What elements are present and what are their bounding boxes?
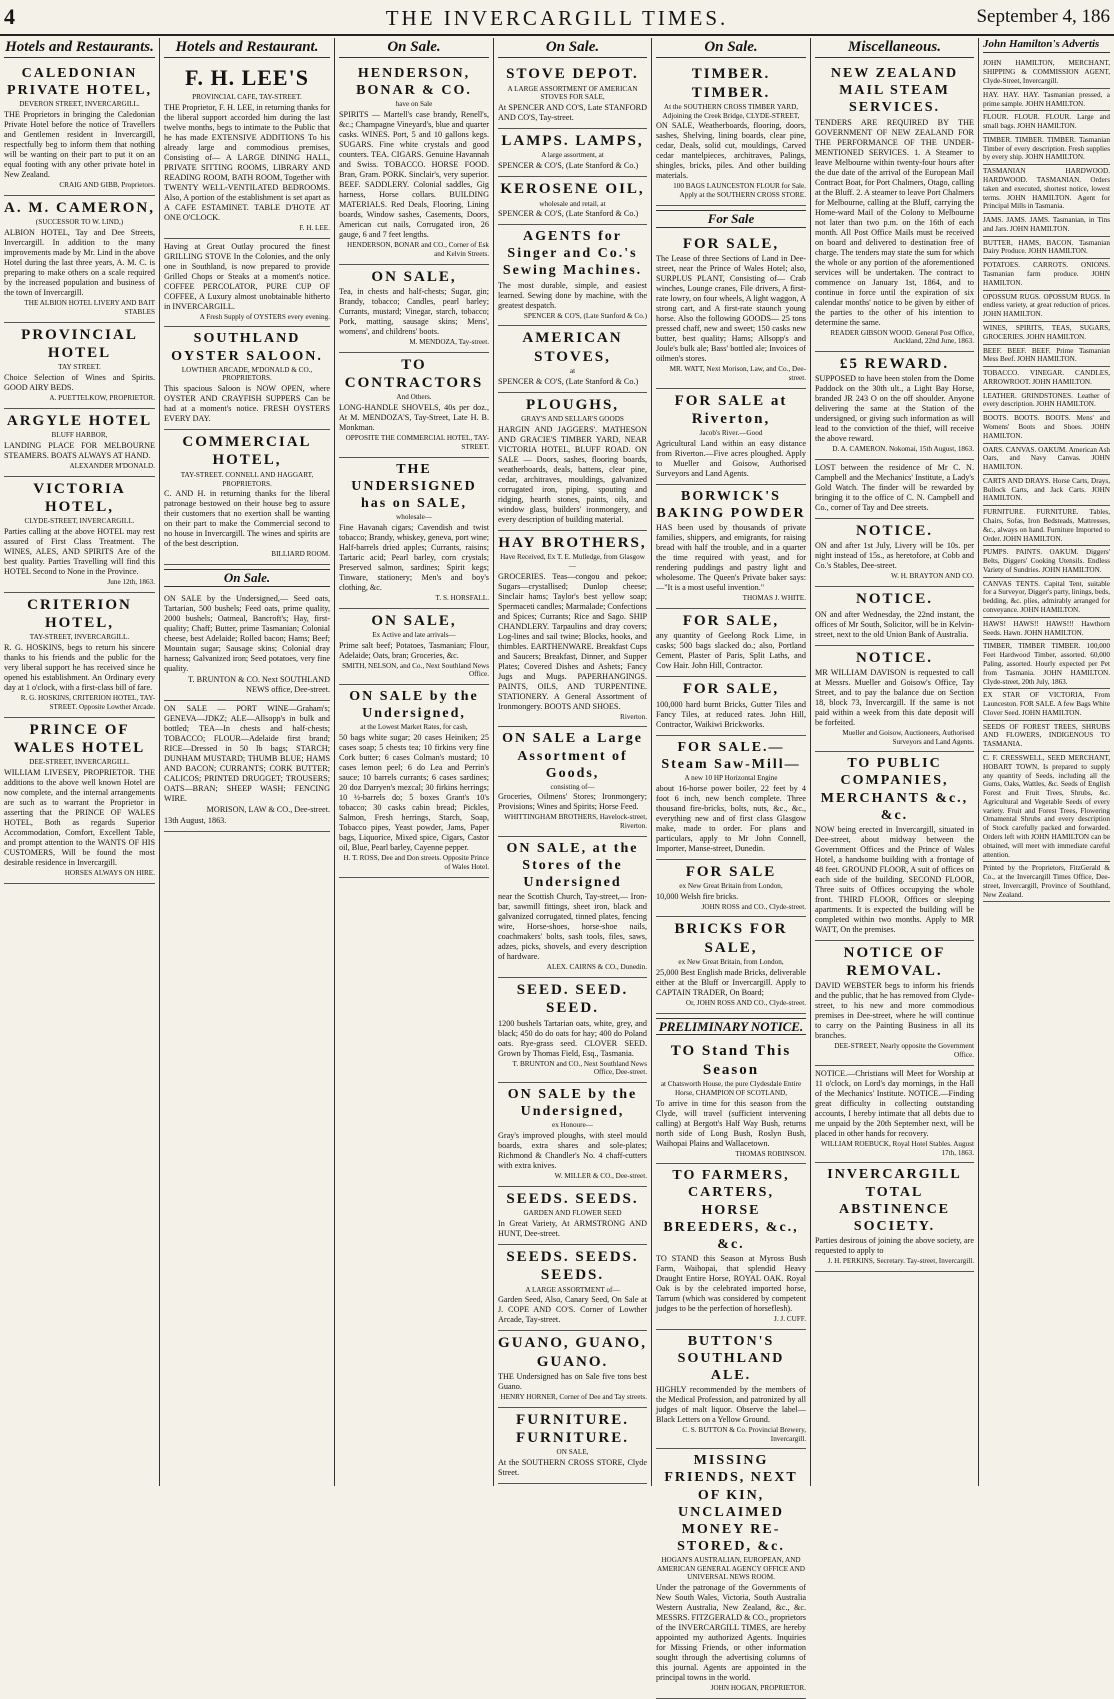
ad-signature: J. J. CUFF. [774, 1314, 806, 1323]
ad-signature: Or, JOHN ROSS AND CO., Clyde-street. [685, 998, 806, 1007]
ad-body: TO STAND this Season at Myross Bush Farm, Waihopai, that splendid Heavy Draught Entire Horse, ROYAL OAK. Royal Oak is by the celebrated imported horse, Tarrum (which was considered by competent judges to be the perfection of horseflesh). [656, 1253, 806, 1313]
advertisement [498, 393, 647, 531]
ad-signature: Riverton. [620, 712, 647, 721]
ad-subtitle: A LARGE ASSORTMENT of— [525, 1285, 620, 1294]
advertisement [815, 587, 974, 645]
ad-title: AMERICAN STOVES, [522, 330, 623, 365]
hamilton-advertisement: JOHN HAMILTON, MERCHANT, SHIPPING & COMMISSION AGENT, Clyde-Street, Invercargill. [983, 57, 1110, 88]
ad-title: THE UNDERSIGNED has on SALE, [351, 461, 477, 511]
ad-title: NOTICE. [856, 523, 933, 540]
ad-title: TO CONTRACTORS [344, 356, 484, 392]
hamilton-advertisement: CANVAS TENTS. Capital Tent, suitable for a Surveyor, Digger's party, linings, beds, bedding, &c. plies, admirably arranged for conveyance. JOHN HAMILTON. [983, 578, 1110, 618]
ad-title: HENDERSON, BONAR & CO. [356, 66, 472, 99]
hamilton-advertisement: EX STAR OF VICTORIA, From Launceston. FOR SALE. A few Bags White Clover Seed. JOHN HAMILTON. [983, 689, 1110, 720]
ad-body: Parties calling at the above HOTEL may rest assured of First Class Treatment. The WINES, ALES, AND SPIRITS Are of the best quality. Parties Travelling will find this HOTEL Second to None in the Province. [4, 527, 155, 577]
hamilton-advertisement: OARS. CANVAS. OAKUM. American Ash Oars, and Navy Canvas. JOHN HAMILTON. [983, 444, 1110, 475]
hamilton-advertisement: FLOUR. FLOUR. FLOUR. Large and small bags. JOHN HAMILTON. [983, 111, 1110, 134]
ad-signature: F. H. LEE. [299, 223, 330, 232]
advertisement [815, 352, 974, 460]
ad-body: NOTICE.—Christians will Meet for Worship at 11 o'clock, on Lord's day mornings, in the Hall of the Mechanics' Institute. NOTICE.—Finding great difficulty in collecting outstanding accounts, I hereby intimate that all debts due to me unpaid by the 20th September next, will be placed in other hands for recovery. [815, 1068, 974, 1138]
ad-subtitle: PROVINCIAL CAFE, TAY-STREET. [192, 93, 302, 102]
ad-title: LAMPS. LAMPS, [501, 133, 644, 150]
ad-signature: C. S. BUTTON & Co. Provincial Brewery, Invercargill. [682, 1425, 806, 1443]
ad-body: ALBION HOTEL, Tay and Dee Streets, Invercargill. In addition to the many improvements made by Mr. Lind in the above Hotel during the last three years, A. M. C. is preparing to make others on a scale required by the increased population and business of the town of Invercargill. [4, 228, 155, 298]
ad-body: NOW being erected in Invercargill, situated in Dee-street, about midway between the Government Offices and the Prince of Wales Hotel, a handsome building with a frontage of 48 feet. GROUND FLOOR, A suit of offices on each side of the building. SECOND FLOOR, Three suits of Offices occupying the whole front. THIRD FLOOR, Offices or sleeping apartments. It is expected the building will be completed within two months. Apply to MR WATT, On the premises. [815, 824, 974, 934]
ad-body: At SPENCER AND CO'S, Late STANFORD AND CO'S, Tay-street. [498, 103, 647, 123]
ad-title: SEEDS. SEEDS. SEEDS. [506, 1248, 639, 1284]
ad-subtitle: consisting of— [550, 782, 595, 791]
ad-signature: R. G. HOSKINS, CRITERION HOTEL, TAY-STREET. Opposite Lowther Arcade. [20, 694, 155, 711]
ad-signature: ALEXANDER M'DONALD. [69, 461, 155, 470]
ad-title: MISSING FRIENDS, NEXT OF KIN, UNCLAIMED MONEY RE-STORED, &c. [664, 1453, 798, 1554]
advertisement [4, 409, 155, 477]
ad-title: ON SALE, [371, 612, 457, 629]
advertisement [498, 62, 647, 129]
ad-body: 10,000 Welsh fire bricks. [656, 891, 739, 901]
advertisement [656, 609, 806, 677]
ad-title: FURNITURE. FURNITURE. [516, 1411, 629, 1447]
advertisement [498, 1245, 647, 1331]
advertisement [498, 837, 647, 978]
ad-title: ARGYLE HOTEL [6, 412, 153, 429]
advertisement [339, 353, 489, 458]
ad-subtitle: ex New Great Britain, from London, [678, 958, 784, 967]
hamilton-advertisement: BOOTS. BOOTS. BOOTS. Mens' and Womens' Boots and Shoes. JOHN HAMILTON. [983, 412, 1110, 443]
ad-signature: ALEX. CAIRNS & CO., Dunedin. [546, 963, 647, 972]
ad-signature: THOMAS ROBINSON. [735, 1149, 806, 1158]
ad-body: Choice Selection of Wines and Spirits. GOOD AIRY BEDS. [4, 373, 155, 393]
ad-body: LANDING PLACE FOR MELBOURNE STEAMERS. BOATS ALWAYS AT HAND. [4, 440, 155, 460]
advertisement [656, 1164, 806, 1329]
hamilton-advertisement: TIMBER. TIMBER. TIMBER. Tasmanian Timber of every description. Fresh supplies by every ship. JOHN HAMILTON. [983, 134, 1110, 165]
ad-title: PRINCE OF WALES HOTEL [13, 721, 146, 757]
ad-body: Garden Seed, Also, Canary Seed, On Sale at J. COPE AND CO'S. Corner of Lowther Arcade, Tay-street. [498, 1295, 647, 1325]
ad-subtitle: CLYDE-STREET, INVERCARGILL. [24, 517, 135, 526]
ad-signature: D. A. CAMERON. Nokomai, 15th August, 1863. [832, 445, 974, 454]
ad-title: SEEDS. SEEDS. [506, 1190, 639, 1207]
ad-body: 100,000 hard burnt Bricks, Gutter Tiles and Fancy Tiles, at reduced rates. John Hill, Contractor, Waikiwi Brickworks. [656, 699, 806, 729]
ad-signature: M. MENDOZA, Tay-street. [409, 338, 489, 347]
ad-title: STOVE DEPOT. [506, 66, 639, 83]
ad-signature: June 12th, 1863. [107, 578, 155, 587]
ad-subtitle: Jacob's River.—Good [699, 429, 763, 438]
ad-body: ON SALE — PORT WINE—Graham's; GENEVA—JDKZ; ALE—Allsopp's in bulk and bottled; TEA—In chests and half-chests; TOBACCO; FLOUR—Adelaide first brand; RICE—Dressed in 50 lb bags; STARCH; DUNHAM MUSTARD; THUMB BLUE; HAMS AND BACON; CURRANTS; CORK BUTTER; CALICOS; PRINTED DRUGGET; TROUSERS; OATS—BRAN; SHEEP WASH; FENCING WIRE. [164, 703, 330, 803]
hamilton-advertisement: PUMPS. PAINTS. OAKUM. Diggers' Belts, Diggers' Cooking Utensils. Endless Variety of Sundries. JOHN HAMILTON. [983, 546, 1110, 577]
ad-title: FOR SALE at Riverton, [674, 392, 788, 428]
ad-signature: CRAIG AND GIBB, Proprietors. [59, 181, 155, 190]
column-on-sale-2 [494, 38, 652, 1486]
advertisement [656, 485, 806, 609]
ad-subtitle: ON SALE, [556, 1448, 589, 1457]
ad-title: SOUTHLAND OYSTER SALOON. [171, 331, 323, 364]
ad-body: To arrive in time for this season from the Clyde, will travel (sufficient intervening calling) at Bergott's Half Way Bush, returns north side of Long Bush, Roslyn Bush, Waihopai Plains and Wallacetown. [656, 1098, 806, 1148]
ad-title: TO FARMERS, CARTERS, HORSE BREEDERS, &c., &c. [663, 1168, 799, 1252]
ad-signature: MR. WATT, Next Morison, Law, and Co., Dee-street. [669, 365, 806, 382]
advertisement [656, 860, 806, 918]
ad-body: LOST between the residence of Mr C. N. Campbell and the Mechanics' Institute, a Lady's Gold Watch. The finder will be rewarded by bringing it to the office of C. N. Campbell and Co., corner of Tay and Dee streets. [815, 463, 974, 513]
ad-subtitle: wholesale and retail, at [539, 199, 606, 208]
ad-signature: T. BRUNTON & CO. Next SOUTHLAND NEWS office, Dee-street. [188, 674, 330, 694]
ad-title: ON SALE a Large Assortment of Goods, [502, 731, 643, 781]
ad-date: 13th August, 1863. [164, 815, 227, 825]
ad-subtitle: A large assortment, at [541, 151, 604, 160]
advertisement [656, 1330, 806, 1450]
ad-subtitle: at Chatsworth House, the pure Clydesdale Entire Horse, CHAMPION OF SCOTLAND, [660, 1080, 802, 1097]
ad-title: ON SALE by the Undersigned, [349, 689, 479, 722]
ad-body: Under the patronage of the Governments of New South Wales, Victoria, South Australia Western Australia, New Zealand, &c., &c. MESSRS. FITZGERALD & CO., proprietors of the INVERCARGILL TIMES, are hereby appointed my authorized Agents. Inquiries for Missing Friends, or other information sought through the advertising columns of this journal. Agents are appointed in the principal towns in the world. [656, 1583, 806, 1683]
ad-body: LONG-HANDLE SHOVELS, 40s per doz., At M. MENDOZA'S, Tay-Street, Late H. B. Monkman. [339, 403, 489, 433]
ad-title: FOR SALE [685, 863, 777, 880]
ad-body: Parties desirous of joining the above society, are requested to apply to [815, 1235, 974, 1255]
ad-signature: A Fresh Supply of OYSTERS every evening. [199, 312, 330, 321]
advertisement [815, 1163, 974, 1271]
ad-body: C. AND H. in returning thanks for the liberal patronage bestowed on their house beg to assure their customers that no exertion shall be wanting on their part to make the Commercial second to no house in Invercargill. The wines and spirits are of the best description. [164, 489, 330, 549]
ad-body: THE Undersigned has on Sale five tons best Guano. [498, 1371, 647, 1391]
advertisement [164, 701, 330, 832]
advertisement [4, 718, 155, 884]
ad-subtitle: BLUFF HARBOR, [51, 431, 108, 440]
advertisement [498, 1331, 647, 1407]
ad-subtitle: TAY-STREET, INVERCARGILL. [29, 633, 130, 642]
ad-body: 1200 bushels Tartarian oats, white, grey, and black; 450 do do oats for hay; 400 do Poland oats. Rye-grass seed. CLOVER SEED. Grown by Thomas Field, Esq., Tasmania. [498, 1018, 647, 1058]
ad-title: FOR SALE, [682, 613, 780, 630]
hamilton-advertisement: HAY. HAY. HAY. Tasmanian pressed, a prime sample. JOHN HAMILTON. [983, 89, 1110, 112]
ad-subtitle: wholesale— [396, 513, 432, 522]
ad-body: 25,000 Best English made Bricks, deliverable either at the Bluff or Invercargill. Apply to CAPTAIN TRADER, On Board; [656, 967, 806, 997]
ad-title: SEED. SEED. SEED. [516, 982, 629, 1017]
ad-title: GUANO, GUANO, GUANO. [498, 1335, 647, 1370]
advertisement [815, 1066, 974, 1164]
advertisement [4, 477, 155, 593]
advertisement [815, 941, 974, 1066]
ad-title: NEW ZEALAND MAIL STEAM SERVICES. [830, 66, 959, 116]
ad-subtitle: TAY-STREET. CONNELL AND HAGGART, PROPRIETORS. [180, 470, 314, 488]
hamilton-advertisement: SEEDS OF FOREST TREES, SHRUBS AND FLOWERS, INDIGENOUS TO TASMANIA. [983, 721, 1110, 752]
ad-body: ON and after Wednesday, the 22nd instant, the offices of Mr South, Solicitor, will be in Kelvin-street, next to the old Union Bank of Australia. [815, 609, 974, 639]
ad-body: about 16-horse power boiler, 22 feet by 4 foot 6 inch, new bench complete. Three thousand fire-bricks, bolts, nuts, &c., &c., everything new and of first class Glasgow make, made to order. For plans and particulars, apply to Mr John Connell, Importer, Manse-street, Dunedin. [656, 783, 806, 853]
ad-subtitle: At the SOUTHERN CROSS TIMBER YARD, Adjoining the Creek Bridge, CLYDE-STREET, [662, 102, 800, 120]
advertisement [815, 752, 974, 940]
advertisement [656, 62, 806, 206]
advertisement [164, 239, 330, 328]
ad-title: CRITERION HOTEL, [27, 596, 132, 632]
ad-body: any quantity of Geelong Rock Lime, in casks; 500 bags slacked do.; also, Portland Cement, Plaster of Paris, Split Laths, and Cow Hair. John Hill, Contractor. [656, 631, 806, 671]
advertisement [164, 430, 330, 565]
column-heading: John Hamilton's Advertis [983, 38, 1110, 53]
ad-body: The Lease of three Sections of Land in Dee-street, near the Prince of Wales Hotel; also, SURPLUS PLANT, Consisting of— Crab winches, Lounge cranes, File drivers, A first-rate lowry, on four wheels, A light waggon, A strong cart, and A first-rate staunch young horse. Also the following GOODS— 25 tons pressed chaff, new and sweet; 150 casks new butter, best quality; Hams; Allsopp's and Joule's bulk ale; Bass' bottled ale; Invoices of oilmen's stores. [656, 254, 806, 364]
hamilton-advertisement: HAWS! HAWS!! HAWS!!! Hawthorn Seeds. Hawn. JOHN HAMILTON. [983, 618, 1110, 641]
ad-body: SPENCER & CO'S, (Late Stanford & Co.) [498, 209, 639, 219]
ad-body: Fine Havanah cigars; Cavendish and twist tobacco; Brandy, whiskey, geneva, port wine; Half-barrels dried apples; Currants, raisins; Tartaric acid; Pearl barley, corn crystals; Preserved salmon, sardines; Spirit kegs; Tinware, stationery; Men's and boy's clothing, &c. [339, 522, 489, 592]
ad-subtitle: TAY STREET. [58, 363, 101, 372]
ad-signature: HENRY HORNER, Corner of Dee and Tay streets. [500, 1392, 647, 1401]
advertisement [4, 62, 155, 196]
ad-subtitle: HOGAN'S AUSTRALIAN, EUROPEAN, AND AMERICAN GENERAL AGENCY OFFICE AND UNIVERSAL NEWS ROOM. [656, 1555, 805, 1582]
ad-subtitle: at the Lowest Market Rates, for cash, [360, 723, 468, 732]
ad-subtitle: at [569, 366, 576, 375]
advertisement [164, 62, 330, 238]
hamilton-advertisement: C. F. CRESSWELL, SEED MERCHANT, HOBART TOWN, Is prepared to supply any quantity of Seeds, including all the Gums, Oaks, Wattles, &c. Seeds of English Forest and Fruit Trees, Shrubs, &c. Agricultural and Vegetable Seeds of every variety. Fruit and Forest Trees, Flowering Ornamental Shrubs and every description of Stock carefully packed and forwarded. Orders left with JOHN HAMILTON can be obtained, will meet with immediate careful attention. [983, 752, 1110, 862]
hamilton-advertisement: Printed by the Proprietors, FitzGerald & Co., at the Invercargill Times Office, Dee-street, Invercargill, Province of Southland, New Zealand. [983, 862, 1110, 902]
advertisement [656, 1039, 806, 1164]
column-miscellaneous [811, 38, 979, 1486]
ad-title: BORWICK'S BAKING POWDER [656, 489, 806, 522]
ad-signature: HENDERSON, BONAR and CO., Corner of Esk and Kelvin Streets. [347, 241, 489, 259]
ad-title: ON SALE by the Undersigned, [507, 1087, 638, 1120]
column-heading: On Sale. [339, 38, 489, 58]
ad-body: HAS been used by thousands of private families, shippers, and emigrants, for raising bread with half the trouble, and in a quarter the time required with yeast, and for rendering puddings and pastry light and wholesome. The Queen's Private baker says:—"It is a most useful invention." [656, 523, 806, 593]
ad-subtitle: DEE-STREET, INVERCARGILL. [29, 758, 130, 767]
advertisement [339, 265, 489, 353]
ad-title: PROVINCIAL HOTEL [21, 326, 138, 361]
hamilton-advertisement: JAMS. JAMS. JAMS. Tasmanian, in Tins and Jars. JOHN HAMILTON. [983, 214, 1110, 237]
ad-title: NOTICE. [856, 591, 933, 608]
ad-body: The most durable, simple, and easiest learned. Sewing done by machine, with the greatest despatch. [498, 280, 647, 310]
ad-signature: JOHN HOGAN, PROPRIETOR. [710, 1684, 806, 1693]
ad-body: TENDERS ARE REQUIRED BY THE GOVERNMENT OF NEW ZEALAND FOR THE PERFORMANCE OF THE UNDER-MENTIONED SERVICES. 1. A Steamer to leave Melbourne within twenty-four hours after the due date of the arrival of the European Mail Contract Boat, for Port Chalmers, Otago, calling at the Bluff. 2. A steamer to leave Port Chalmers for Melbourne, calling at the Bluff, carrying the Home-ward Mail of the Colony to Melbourne not later than two p.m. on the 16th of each month. All Post Office Mails must be received on board and delivered to destination free of charge. The tenders may state the sum for which the whole or any portion of the aforementioned services will be undertaken. The contract to commence on January 1st, 1864, and to continue in force until the expiration of six calendar months' notice to be given by either of the parties to the other of his intention to determine the same. [815, 117, 974, 327]
ad-title: HAY BROTHERS, [498, 534, 647, 551]
page-number: 4 [4, 4, 15, 29]
ad-signature: OPPOSITE THE COMMERCIAL HOTEL, TAY-STREET. [345, 434, 489, 452]
hamilton-advertisement: WINES, SPIRITS, TEAS, SUGARS, GROCERIES. JOHN HAMILTON. [983, 322, 1110, 345]
advertisement [498, 326, 647, 392]
ad-body: Tea, in chests and half-chests; Sugar, gin; Brandy, tobacco; Candles, pearl barley; Currants, mustard; Vinegar, starch, tobacco; Pork, matting, sausage skins; Mens', womens', and childrens' boots. [339, 287, 489, 337]
column-john-hamilton [979, 38, 1114, 1486]
ad-subtitle: GARDEN AND FLOWER SEED [523, 1209, 622, 1218]
ad-subtitle: ex New Great Britain from London, [679, 881, 783, 890]
ad-title: NOTICE. [856, 649, 933, 666]
ad-title: ON SALE, [371, 268, 457, 285]
hamilton-advertisement: TASMANIAN HARDWOOD. HARDWOOD. TASMANIAN. Orders taken and executed, shortest notice, lowest terms. JOHN HAMILTON. Agent for Principal Mills in Tasmania. [983, 165, 1110, 214]
column-on-sale-1 [335, 38, 494, 1486]
ad-subtitle: Ex Active and late arrivals— [372, 630, 456, 639]
ad-title: TO PUBLIC COMPANIES, MERCHANTS &c., &c. [820, 756, 969, 823]
column-heading: Hotels and Restaurants. [4, 38, 155, 58]
ad-body: HARGIN AND JAGGERS'. MATHESON AND GRACIE'S TIMBER YARD, NEAR VICTORIA HOTEL, BLUFF ROAD. ON SALE — Doors, sashes, flooring boards, weatherboards, deals, battens, clear pine, cedar, architraves, mouldings, galvanized corrugated iron, piping, spouting and ridging, hearth stones, paints, oils, and window glass, builders' ironmongery, and every description of building material. [498, 424, 647, 524]
ad-signature: SMITH, NELSON, and Co., Next Southland News Office. [342, 661, 489, 679]
advertisement [498, 1187, 647, 1245]
ad-body: DAVID WEBSTER begs to inform his friends and the public, that he has removed from Clyde-street, to his new and more commodious premises in Dee-street, where he will continue to carry on the Painting Business in all its branches. [815, 981, 974, 1041]
hamilton-advertisement: POTATOES. CARROTS. ONIONS. Tasmanian farm produce. JOHN HAMILTON. [983, 259, 1110, 290]
ad-body: Prime salt beef; Potatoes, Tasmanian; Flour, Adelaide; Oats, bran; Groceries, &c. [339, 640, 489, 660]
section-heading: On Sale. [164, 569, 330, 587]
ad-title: A. M. CAMERON, [4, 200, 155, 217]
ad-body: Gray's improved ploughs, with steel mould boards, extra shares and sole-plates; Richmond & Chandler's No. 4 chaff-cutters with extra knives. [498, 1131, 647, 1171]
advertisement [164, 327, 330, 430]
ad-title: TO Stand This Season [670, 1043, 792, 1078]
advertisement [815, 62, 974, 352]
ad-subtitle: GRAY'S AND SELLAR'S GOODS [521, 415, 624, 423]
ad-body: SPENCER & CO'S, (Late Stanford & Co.) [498, 376, 639, 386]
ad-subtitle: (SUCCESSOR TO W. LIND,) [35, 218, 124, 227]
advertisement [656, 1449, 806, 1699]
ad-title: COMMERCIAL HOTEL, [182, 434, 312, 469]
ad-subtitle: LOWTHER ARCADE, M'DONALD & CO., PROPRIETORS. [181, 365, 313, 383]
ad-body: 50 bags white sugar; 20 cases Heiniken; 25 cases soap; 5 chests tea; 10 firkins very fine Cork butter; 6 cases Colman's mustard; 10 cases lemon peel; 6 do Lea and Perrin's sauce; 10 barrels currants; 6 cases sardines; 20 doz Darryen's mezcal; 30 firkins herrings; 10 ½-barrels do; 5 boxes Grant's 10's tobacco; 30 casks cabin bread; Pickles, Salmon, Fresh herrings, Starch, Soap, Tobacco pipes, Yeast powder, Jams, Paper bags, Liquorice, Mixed spice, Cigars, Castor oil, Blue, Pearl barley, Cayenne pepper. [339, 733, 489, 853]
ad-signature: A. PUETTELKOW, PROPRIETOR. [49, 394, 155, 403]
ad-signature: READER GIBSON WOOD. General Post Office, Auckland, 22nd June, 1863. [830, 328, 974, 346]
ad-title: CALEDONIAN PRIVATE HOTEL, [7, 66, 152, 99]
ad-title: £5 REWARD. [839, 356, 950, 373]
advertisement [339, 685, 489, 878]
ad-subtitle: A LARGE ASSORTMENT OF AMERICAN STOVES FOR SALE, [507, 84, 638, 102]
ad-body: Agricultural Land within an easy distance from Riverton.—Five acres ploughed. Apply to Mueller and Goisow, Authorised Surveyors and Land Agents. [656, 439, 806, 479]
hamilton-advertisement: TIMBER, TIMBER TIMBER. 100,000 Feet Hardwood Timber, assorted. 60,000 Paling, assorted. Hourly expected per Pet from Tasmania. JOHN HAMILTON. Clyde-street, 20th July, 1863. [983, 640, 1110, 689]
ad-title: TIMBER. TIMBER. [691, 66, 771, 101]
ad-title: FOR SALE.—Steam Saw-Mill— [661, 739, 801, 772]
column-hotels-2 [160, 38, 335, 1486]
advertisement [656, 389, 806, 485]
ad-body: R. G. HOSKINS, begs to return his sincere thanks to his friends and the public for the very liberal support he has received since he opened his establishment. An Ordinary every day at 1 o'clock, with a first-class bill of fare. [4, 643, 155, 693]
ad-body: At the SOUTHERN CROSS STORE, Clyde Street. [498, 1458, 647, 1478]
ad-signature: SPENCER & CO'S, (Late Stanford & Co.) [523, 311, 647, 320]
column-heading: Hotels and Restaurant. [164, 38, 330, 58]
ad-body: near the Scottish Church, Tay-street,— Iron-bar, sawmill fittings, sheet iron, black and galvanized corrugated, tinned plates, fencing wire, Horse-shoes, horse-shoe nails, coachmakers' bolts, sash tools, files, saws, adzes, picks, shovels, and every description of hardware. [498, 892, 647, 962]
ad-signature: H. T. ROSS, Dee and Don streets. Opposite Prince of Wales Hotel. [343, 854, 489, 871]
ad-body: THE Proprietors in bringing the Caledonian Private Hotel before the notice of Travellers and Gentlemen resident in Invercargill, respectfully beg to inform them that nothing will be wanting on their part to put it on an equal footing with any other private hotel in New Zealand. [4, 110, 155, 180]
column-heading: On Sale. [656, 38, 806, 58]
ad-signature: DEE-STREET, Nearly opposite the Government Office. [834, 1042, 974, 1060]
advertisement [498, 978, 647, 1083]
ad-title: VICTORIA HOTEL, [33, 480, 126, 515]
ad-body: MR WILLIAM DAVISON is requested to call at Messrs. Mueller and Goisow's Office, Tay Street, and to pay the balance due on Section 18, block 73, Invercargill. If the same is not paid within a week from this date deposit will be forfeited. [815, 667, 974, 727]
advertisement [498, 129, 647, 177]
ad-subtitle: have on Sale [395, 100, 433, 109]
advertisement [4, 593, 155, 718]
ad-title: AGENTS for Singer and Co.'s Sewing Machines. [502, 229, 643, 279]
section-heading: For Sale [656, 210, 806, 228]
ad-title: F. H. LEE'S [185, 65, 309, 91]
ad-body: HIGHLY recommended by the members of the Medical Profession, and patronized by all judges of malt liquor. Observe the label—Black Letters on a Yellow Ground. [656, 1384, 806, 1424]
masthead [0, 0, 1114, 36]
ad-body: This spacious Saloon is NOW OPEN, where OYSTER AND CRAYFISH SUPPERS Can be had at a moment's notice. FRESH OYSTERS EVERY DAY. [164, 384, 330, 424]
column-on-sale-3 [652, 38, 811, 1693]
ad-body: ON SALE, Weatherboards, flooring, doors, sashes, Shelving, lining boards, clear pine, cedar, Deals, solid cut, mouldings, Carved cedar mantelpieces, architraves, Palings, shingles, bricks, piles. And other building materials. [656, 121, 806, 181]
ad-title: NOTICE OF REMOVAL. [843, 944, 946, 980]
ad-body: Groceries, Oilmens' Stores; Ironmongery; Provisions; Wines and Spirits; Horse Feed. [498, 792, 647, 812]
advertisement [4, 196, 155, 323]
ad-signature: HORSES ALWAYS ON HIRE. [64, 869, 155, 878]
ad-title: INVERCARGILL TOTAL ABSTINENCE SOCIETY. [827, 1167, 962, 1234]
ad-signature: W. H. BRAYTON AND CO. [890, 572, 974, 581]
ad-body: SPIRITS — Martell's case brandy, Renell's, &c.; Champagne Vineyard's, blue and quarter casks. WINES. Port, 5 and 10 gallons kegs. SUGARS. Fine white crystals and good counters. TEA. CIGARS. Genuine Havannah and Swiss. TOBACCO. HORSE FOOD. Bran, Gram. PORK. Sinclair's, very superior. BEEF. SADDLERY. Colonial saddles, Gig harness, Horse collars. BUILDING MATERIALS. Red Deals, Flooring, Lining boards, Window sashes, Casements, Doors, American cut nails, Corrugated iron, 26 gauge, 6 and 7 feet lengths. [339, 110, 489, 240]
ad-subtitle: Have Received, Ex T. E. Mulledge, from Glasgow— [500, 553, 645, 570]
ad-body: GROCERIES. Teas—congou and pekoe; Sugars—crystallised; Dunlop cheese; Sinclair hams; Taylor's best yellow soap; Spermaceti candles; Marmalade; Confections and Spices; Currants; Rice and Sago. SHIP CHANDLERY. Tarpaulins and dray covers; Log-lines and sail twine; Blocks, hooks, and thimbles. EARTHENWARE. Breakfast Cups and Saucers; Breakfast, Dinner, and Supper Plates; Covered Dishes and Ashets; Fancy Jugs and Mugs. PAPERHANGINGS. PAINTS, OILS, AND TURPENTINE. STATIONERY. A General Assortment of Ironmongery. BOOTS AND SHOES. [498, 571, 647, 711]
ad-signature: T. BRUNTON and CO., Next Southland News Office, Dee-street. [512, 1059, 647, 1077]
advertisement [815, 460, 974, 519]
hamilton-advertisement: BEEF. BEEF. BEEF. Prime Tasmanian Mess Beef. JOHN HAMILTON. [983, 345, 1110, 368]
ad-signature: THE ALBION HOTEL LIVERY AND BAIT STABLES [24, 299, 155, 316]
ad-signature: WHITTINGHAM BROTHERS, Havelock-street, Riverton. [504, 813, 647, 831]
advertisement [498, 1083, 647, 1187]
section-heading: PRELIMINARY NOTICE. [656, 1018, 806, 1036]
ad-subtitle: DEVERON STREET, INVERCARGILL. [19, 100, 140, 109]
hamilton-advertisement: CARTS AND DRAYS. Horse Carts, Drays, Bullock Carts, and Jack Carts. JOHN HAMILTON. [983, 475, 1110, 506]
ad-subtitle: A new 10 HP Horizontal Engine [684, 773, 778, 782]
hamilton-advertisement: TOBACCO. VINEGAR. CANDLES, ARROWROOT. JOHN HAMILTON. [983, 367, 1110, 390]
ad-title: PLOUGHS, [525, 396, 620, 413]
advertisement [656, 677, 806, 735]
ad-body: THE Proprietor, F. H. LEE, in returning thanks for the liberal support accorded him during the last twelve months, begs to intimate to the Public that he has made EXTENSIVE ADDITIONS To his already large and commodious premises, Consisting of— A LARGE DINING HALL, PRIVATE SITTING ROOMS, LIBRARY AND READING ROOM, BATH ROOM, Together with TWENTY WELL-VENTILATED BEDROOMS. Also, A portion of the establishment is set apart as A CAFE ESTAMINET. TABLE D'HOTE AT ONE O'CLOCK. [164, 102, 330, 222]
ad-signature: Mueller and Goisow, Auctioneers, Authorised Surveyors and Land Agents. [842, 728, 974, 746]
column-heading: Miscellaneous. [815, 38, 974, 58]
ad-body: In Great Variety, At ARMSTRONG AND HUNT, Dee-street. [498, 1218, 647, 1238]
ad-title: BRICKS FOR SALE, [674, 921, 788, 956]
advertisement [339, 62, 489, 265]
ad-signature: J. H. PERKINS, Secretary. Tay-street, Invercargill. [827, 1256, 974, 1265]
hamilton-advertisement: BUTTER, HAMS, BACON. Tasmanian Dairy Produce. JOHN HAMILTON. [983, 237, 1110, 260]
ad-body: ON and after 1st July, Livery will be 10s. per night instead of 15s., as heretofore, at Cobb and Co.'s Stables, Dee-street. [815, 541, 974, 571]
ad-signature: MORISON, LAW & CO., Dee-street. [206, 804, 330, 814]
ad-title: ON SALE, at the Stores of the Undersigned [506, 841, 639, 891]
ad-body: WILLIAM LIVESEY, PROPRIETOR. THE additions to the above well known Hotel are now complete, and the internal arrangements are such as to warrant the Proprietor in asserting that the PRINCE OF WALES HOTEL, Both as regards Superior Accommodation, Comfort, Excellent Table, and prompt attention to the WANTS OF HIS CUSTOMERS, Will be found the most desirable residence in Invercargill. [4, 768, 155, 868]
ad-signature: THOMAS J. WHITE. [742, 594, 806, 603]
hamilton-advertisement: LEATHER. GRINDSTONES. Leather of every description. JOHN HAMILTON. [983, 390, 1110, 413]
advertisement [498, 727, 647, 837]
column-hotels-1 [0, 38, 160, 1486]
ad-signature: T. S. HORSFALL. [435, 593, 489, 602]
ad-signature: JOHN ROSS and CO., Clyde-street. [701, 902, 806, 911]
advertisement [498, 1408, 647, 1484]
ad-body: SUPPOSED to have been stolen from the Dome Paddock on the 30th ult., a Light Bay Horse, branded JR 243 O on the off shoulder. Anyone delivering the same at the Station of the undersigned, or giving such information as will lead to the conviction of the thief, will receive the above reward. [815, 374, 974, 444]
advertisement [656, 736, 806, 860]
ad-body: SPENCER & CO'S, (Late Stanford & Co.) [498, 161, 639, 171]
ad-signature: 100 BAGS LAUNCESTON FLOUR for Sale. Apply at the SOUTHERN CROSS STORE. [673, 182, 806, 200]
advertisement [339, 458, 489, 609]
ad-signature: W. MILLER & CO., Dee-street. [554, 1172, 647, 1181]
advertisement [815, 646, 974, 753]
column-heading: On Sale. [498, 38, 647, 58]
ad-title: KEROSENE OIL, [500, 181, 645, 198]
ad-title: FOR SALE, [682, 681, 780, 698]
ad-body: Having at Great Outlay procured the finest GRILLING STOVE In the Colonies, and the only one in Southland, is now prepared to provide Grilled Chops or Steaks at a moment's notice. COFFEE PERCOLATOR, PURE CUP OF COFFEE, A Luxury almost unobtainable hitherto in INVERCARGILL. [164, 241, 330, 311]
advertisement [498, 177, 647, 225]
ad-title: FOR SALE, [682, 235, 780, 252]
newspaper-title: THE INVERCARGILL TIMES. [385, 6, 729, 30]
ad-body: ON SALE by the Undersigned,— Seed oats, Tartarian, 500 bushels; Feed oats, prime quality, 2000 bushels; Oatmeal, Bancroft's; Hay, first-quality; Chaff; Butter, prime Tasmanian; Colonial cheese, best Adelaide; Rolled bacon; Hams; Beef; Mountain sugar; Sausage skins; Colonial dray harness; Galvanized iron; Seed potatoes, very fine quality. [164, 593, 330, 673]
ad-subtitle: And Others. [396, 393, 432, 402]
advertisement [498, 225, 647, 326]
advertisement [339, 609, 489, 686]
issue-date: September 4, 186 [976, 6, 1110, 27]
advertisement [815, 519, 974, 587]
advertisement [164, 591, 330, 701]
advertisement [498, 531, 647, 728]
ad-subtitle: ex Honoure— [552, 1121, 593, 1130]
ad-title: BUTTON'S SOUTHLAND ALE. [677, 1333, 785, 1383]
advertisement [4, 323, 155, 409]
hamilton-advertisement: OPOSSUM RUGS. OPOSSUM RUGS. In endless variety, at great reduction of prices. JOHN HAMILTON. [983, 291, 1110, 322]
ad-signature: WILLIAM ROEBUCK, Royal Hotel Stables. August 17th, 1863. [820, 1139, 974, 1157]
hamilton-advertisement: FURNITURE. FURNITURE. Tables, Chairs, Sofas, Iron Bedsteads, Mattresses, &c., always on hand. Furniture Imported to Order. JOHN HAMILTON. [983, 506, 1110, 546]
ad-signature: BILLIARD ROOM. [271, 550, 330, 559]
advertisement [656, 232, 806, 389]
advertisement [656, 917, 806, 1013]
